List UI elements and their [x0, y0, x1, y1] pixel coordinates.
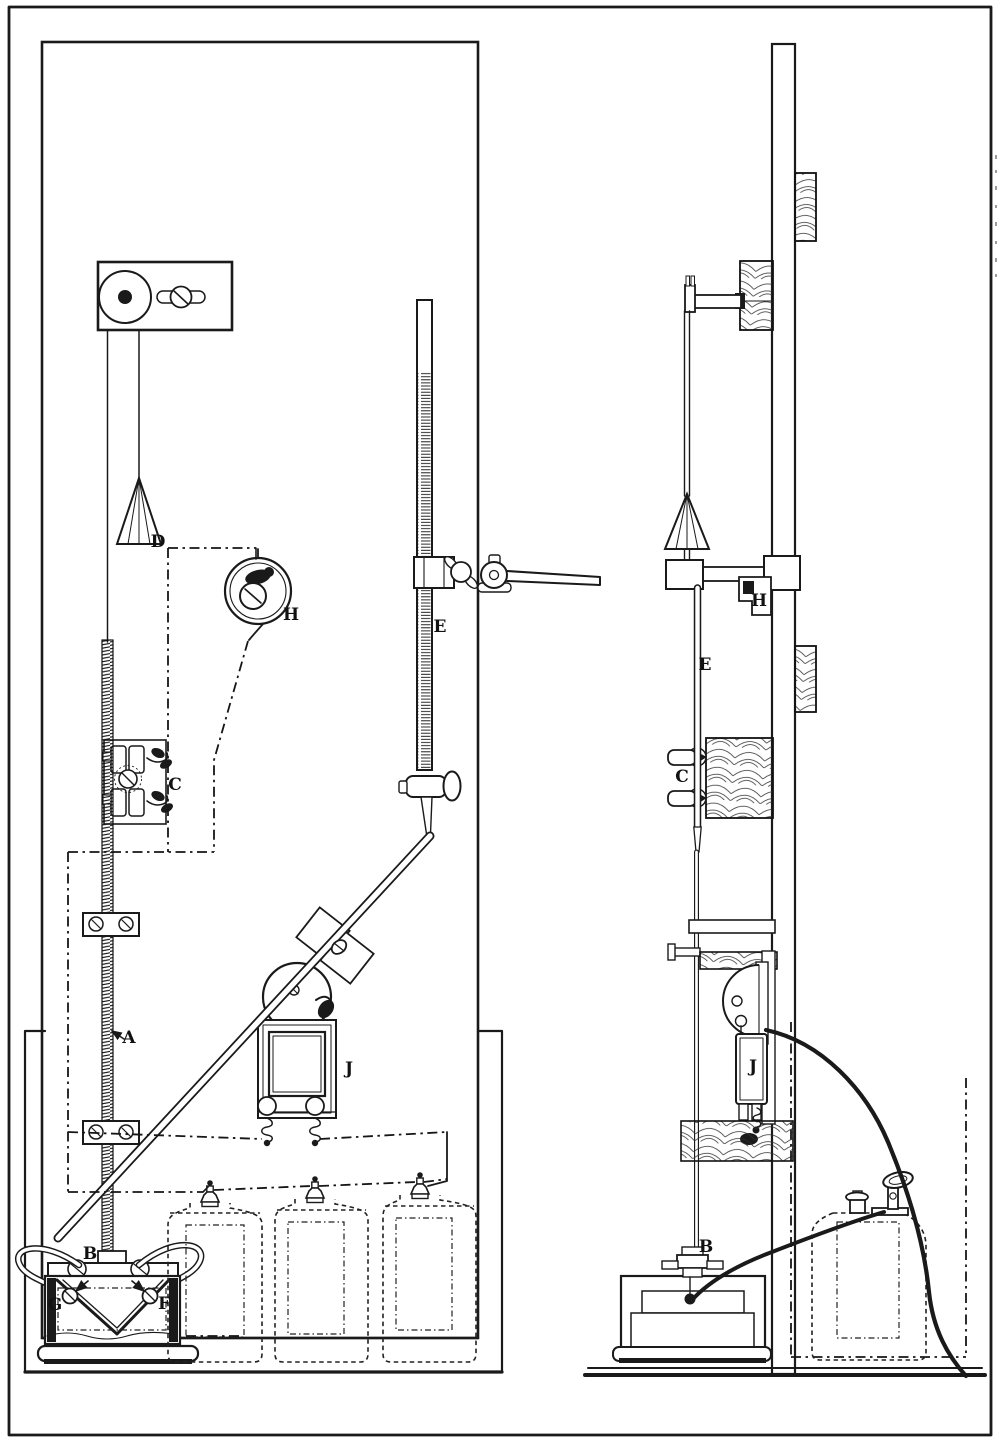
label-front-d: D: [150, 532, 166, 552]
wood-block-mid: [795, 646, 816, 712]
wood-block-bottom: [681, 1121, 793, 1161]
tip-edge: [694, 827, 701, 852]
label-front-h: H: [282, 605, 300, 625]
wood-block-top: [795, 173, 816, 241]
bracket-arm: [694, 295, 741, 308]
label-side-e: E: [698, 655, 712, 675]
side-view: [585, 44, 985, 1376]
shelf-edge: [689, 920, 775, 933]
label-front-c: C: [168, 775, 182, 795]
pulley-plate-edge: [685, 285, 695, 312]
label-front-a: A: [122, 1028, 136, 1048]
margin-print-marks: [995, 155, 997, 277]
label-front-b: B: [82, 1244, 98, 1264]
label-side-j: J: [748, 1057, 758, 1077]
label-front-j: J: [344, 1059, 354, 1079]
label-front-f: F: [157, 1294, 171, 1314]
burette-clamp: [414, 555, 600, 592]
label-front-g: G: [47, 1295, 63, 1315]
contact-post-lower: [668, 791, 696, 806]
clamp-thumbscrew-icon: [451, 562, 471, 582]
label-side-h: H: [750, 591, 768, 611]
side-base: [613, 1276, 771, 1363]
wood-block-contact: [706, 738, 773, 818]
stopcock-handle: [444, 772, 461, 801]
vessel-base: [38, 1346, 198, 1361]
stand-right-leg: [478, 1031, 502, 1371]
front-view: [18, 42, 600, 1372]
label-side-b: B: [698, 1237, 714, 1257]
clamp-boss: [481, 562, 507, 588]
label-front-e: E: [433, 617, 447, 637]
pulley-axle: [118, 290, 132, 304]
threaded-rod: [102, 640, 113, 1253]
label-side-c: C: [675, 767, 689, 787]
contact-post-upper: [668, 750, 696, 765]
contact-device-front: [103, 740, 175, 824]
stopcock-barrel: [406, 776, 446, 797]
